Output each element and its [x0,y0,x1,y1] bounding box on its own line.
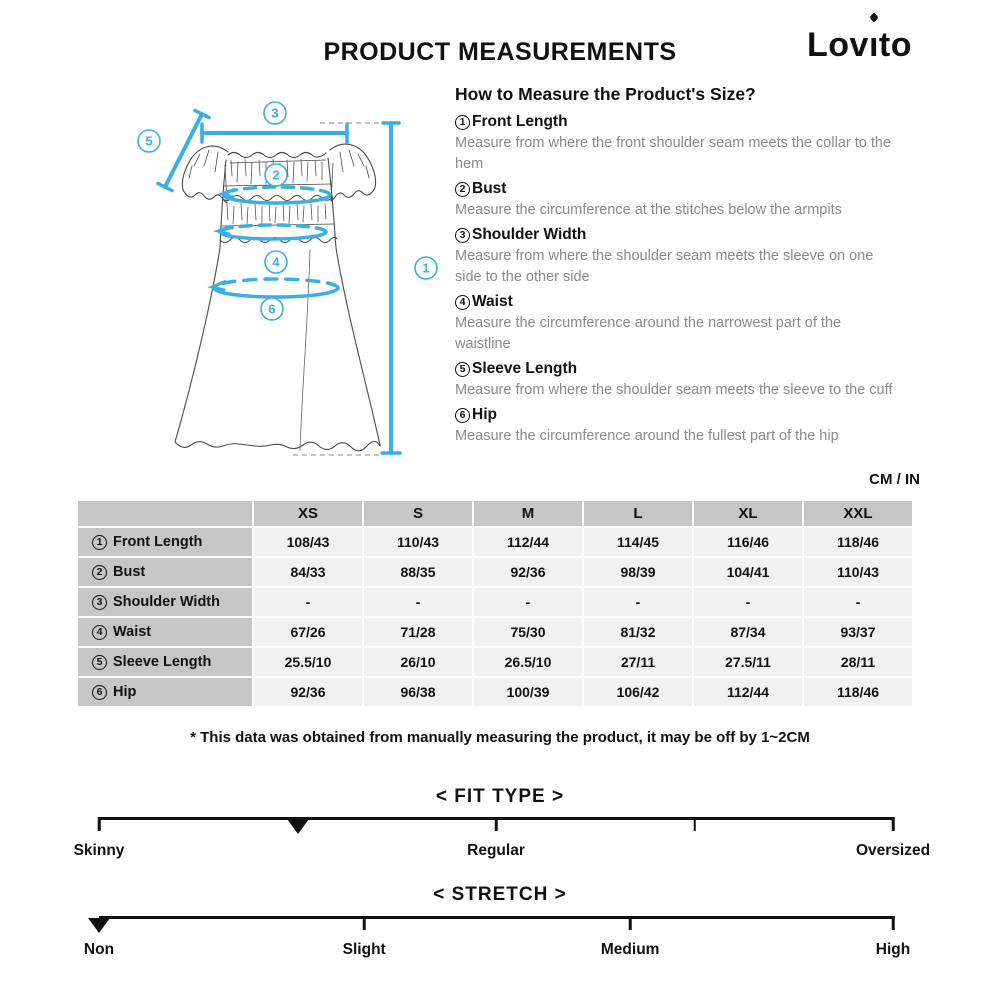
guide-item-desc: Measure the circumference around the narrowest part of the waistline [455,315,842,352]
table-row-front-length [78,528,912,556]
stretch-labels [83,941,911,961]
circled-number-icon: 6 [455,408,470,423]
fit-type-tick [693,817,696,831]
guide-item-desc: Measure from where the shoulder seam meets the sleeve on one side to the other side [455,248,874,285]
cell: 92/36 [474,558,582,586]
cell: 67/26 [254,618,362,646]
cell: 88/35 [364,558,472,586]
col-header-m: M [474,501,582,526]
circled-number-icon: 6 [92,685,107,700]
cell: 96/38 [364,678,472,706]
brand-logo-text: Lovı to [807,26,912,64]
row-label: Shoulder Width [113,594,220,610]
col-header-l: L [584,501,692,526]
measure-guide [455,84,895,450]
guide-item-desc: Measure from where the shoulder seam meets the sleeve to the cuff [455,382,893,398]
fit-type-heading: < FIT TYPE > [435,786,565,807]
fit-type-labels [73,842,931,862]
guide-item-desc: Measure the circumference at the stitches below the armpits [455,202,842,218]
cell: 81/32 [584,618,692,646]
cell: 100/39 [474,678,582,706]
cell: 92/36 [254,678,362,706]
front-length-line [382,123,400,453]
guide-item-title: Bust [472,180,507,197]
col-header-s: S [364,501,472,526]
callout-2 [265,164,287,186]
dress-measurement-diagram [130,90,460,480]
stretch-tick [629,916,632,930]
stretch-scale [99,916,893,932]
cell: 71/28 [364,618,472,646]
logo-i-dot-icon [869,13,879,23]
table-row-sleeve-length [78,648,912,676]
callout-1 [415,257,437,279]
units-label: CM / IN [869,471,920,488]
svg-text:5: 5 [145,133,153,149]
cell: - [804,588,912,616]
cell: 112/44 [474,528,582,556]
row-label: Hip [113,684,137,700]
guide-item-title: Sleeve Length [472,360,578,377]
stretch-axis-line [99,916,893,919]
guide-item-title: Waist [472,293,513,310]
circled-number-icon: 3 [92,595,107,610]
fit-type-scale [99,817,893,833]
measurement-disclaimer: * This data was obtained from manually measuring the product, it may be off by 1~2CM [190,729,810,746]
cell: 98/39 [584,558,692,586]
cell: 27.5/11 [694,648,802,676]
cell: 26/10 [364,648,472,676]
stretch-heading: < STRETCH > [433,884,567,905]
fit-type-tick [98,817,101,831]
cell: - [694,588,802,616]
circled-number-icon: 3 [455,228,470,243]
cell: - [254,588,362,616]
fit-type-marker-icon [287,819,309,834]
cell: 110/43 [804,558,912,586]
svg-text:1: 1 [422,260,430,276]
stretch-label-slight: Slight [342,941,386,958]
cell: 27/11 [584,648,692,676]
circled-number-icon: 2 [455,182,470,197]
fit-type-label-oversized: Oversized [855,842,931,859]
callout-5 [138,130,160,152]
cell: 87/34 [694,618,802,646]
brand-logo [807,26,912,65]
callout-4 [265,251,287,273]
callout-3 [264,102,286,124]
guide-item-shoulder-width [455,224,895,288]
fit-type-label-regular: Regular [467,842,525,859]
guide-item-front-length [455,111,895,175]
circled-number-icon: 1 [455,115,470,130]
stretch-label-high: High [875,941,911,958]
cell: 28/11 [804,648,912,676]
cell: - [474,588,582,616]
cell: 108/43 [254,528,362,556]
cell: 93/37 [804,618,912,646]
guide-item-title: Shoulder Width [472,226,587,243]
cell: 114/45 [584,528,692,556]
stretch-tick [892,916,895,930]
stretch-label-medium: Medium [600,941,660,958]
table-row-bust [78,558,912,586]
cell: 118/46 [804,678,912,706]
stretch-label-non: Non [83,941,115,958]
cell: 84/33 [254,558,362,586]
size-table [76,499,914,708]
fit-type-label-skinny: Skinny [73,842,125,859]
svg-text:3: 3 [271,105,279,121]
fit-type-tick [892,817,895,831]
hip-ellipse [212,279,338,297]
callout-6 [261,298,283,320]
stretch-marker-icon [88,918,110,933]
guide-item-desc: Measure the circumference around the fullest part of the hip [455,428,839,444]
svg-text:4: 4 [272,254,280,270]
cell: 75/30 [474,618,582,646]
guide-heading: How to Measure the Product's Size? [455,84,756,104]
cell: - [364,588,472,616]
guide-item-hip [455,404,895,447]
cell: 112/44 [694,678,802,706]
waist-ellipse [218,225,326,239]
circled-number-icon: 5 [455,362,470,377]
circled-number-icon: 2 [92,565,107,580]
cell: 110/43 [364,528,472,556]
svg-text:6: 6 [268,301,276,317]
cell: 104/41 [694,558,802,586]
guide-item-sleeve-length [455,358,895,401]
row-label: Bust [113,564,146,580]
cell: - [584,588,692,616]
table-corner-cell [78,501,252,526]
shoulder-width-line [202,124,347,142]
guide-item-waist [455,291,895,355]
cell: 118/46 [804,528,912,556]
guide-item-title: Front Length [472,113,568,130]
table-row-hip [78,678,912,706]
guide-item-desc: Measure from where the front shoulder seam meets the collar to the hem [455,135,892,172]
circled-number-icon: 1 [92,535,107,550]
col-header-xl: XL [694,501,802,526]
row-label: Sleeve Length [113,654,212,670]
row-label: Waist [113,624,152,640]
guide-item-title: Hip [472,406,497,423]
stretch-tick [363,916,366,930]
cell: 26.5/10 [474,648,582,676]
table-row-shoulder-width [78,588,912,616]
col-header-xxl: XXL [804,501,912,526]
cell: 116/46 [694,528,802,556]
row-label: Front Length [113,534,203,550]
size-table-header-row [78,501,912,526]
cell: 25.5/10 [254,648,362,676]
circled-number-icon: 5 [92,655,107,670]
circled-number-icon: 4 [92,625,107,640]
guide-item-bust [455,178,895,221]
fit-type-tick [495,817,498,831]
bust-ellipse [222,187,330,203]
col-header-xs: XS [254,501,362,526]
cell: 106/42 [584,678,692,706]
table-row-waist [78,618,912,646]
page-title: PRODUCT MEASUREMENTS [323,38,677,66]
circled-number-icon: 4 [455,295,470,310]
svg-text:2: 2 [272,167,280,183]
